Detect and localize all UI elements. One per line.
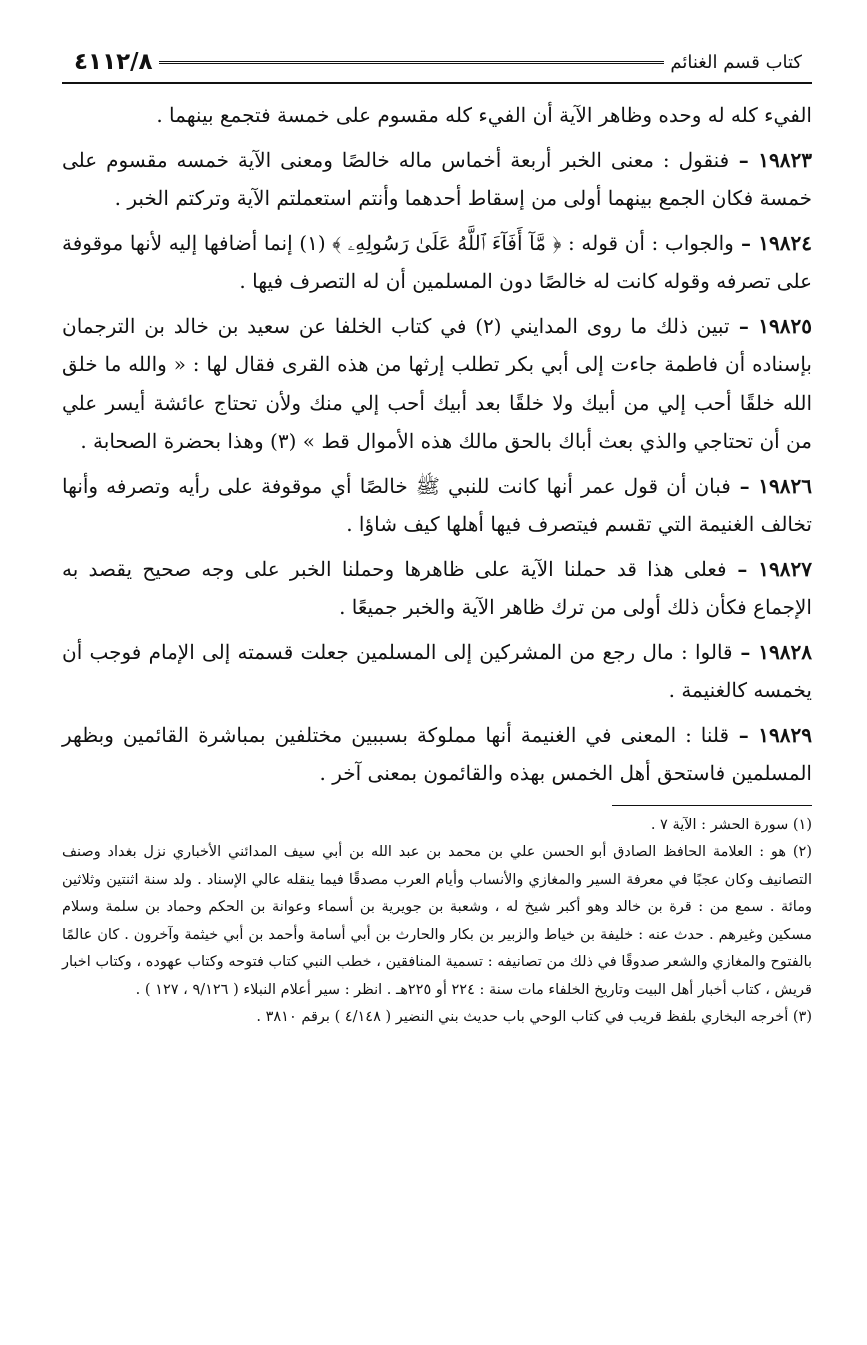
paragraph [62, 224, 812, 301]
paragraph [62, 550, 812, 627]
page-number: ٤١١٢/٨ [74, 49, 153, 75]
paragraph-number: ١٩٨٢٣ – [729, 147, 812, 172]
paragraph [62, 96, 812, 135]
footnote: (١) سورة الحشر : الآية ٧ . [650, 816, 812, 833]
paragraph [62, 307, 812, 461]
paragraph-text: تبين ذلك ما روى المدايني (٢) في كتاب الخلفا عن سعيد بن خالد بن الترجمان بإسناده أن فاطمة جاءت إلى أبي بكر تطلب إرثها من هذه القرى فقال لها : « والله ما خلق الله خلقًا أحب إلي من أبيك ولا خلقًا بعد أبيك أحب إلي منك ولأن تحتاج عائشة أيسر علي من أن تحتاجي والذي بعث أباك بالحق مالك هذه الأموال قط » (٣) وهذا بحضرة الصحابة . [62, 313, 812, 453]
paragraph-text: فنقول : معنى الخبر أربعة أخماس ماله خالصًا ومعنى الآية خمسه مقسوم على خمسة فكان الجمع بينهما أولى من إسقاط أحدهما وأنتم استعملتم الآية وتركتم الخبر . [62, 147, 812, 210]
paragraph-number: ١٩٨٢٩ – [729, 722, 812, 747]
footnote: (٢) هو : العلامة الحافظ الصادق أبو الحسن علي بن محمد بن عبد الله بن أبي سيف المدائني الأخباري نزل بغداد وصنف التصانيف وكان عجبًا في معرفة السير والمغازي والأنساب وأيام العرب مصدقًا فيما ينقله عالي الإسناد . ولد سنة اثنتين وثلاثين ومائة . سمع من : قرة بن خالد وهو أكبر شيخ له ، وشعبة بن جويرية بن أسماء وعوانة بن الحكم وحماد بن سلمة وسلام مسكين وغيرهم . حدث عنه : خليفة بن خياط والزبير بن بكار والحارث بن أبي أسامة وأحمد بن أبي خيثمة وآخرون . كان عالمًا بالفتوح والمغازي والشعر صدوقًا في ذلك من تصانيفه : تسمية المنافقين ، خطب النبي كتاب فتوحه وكتاب عهوده ، وكتاب اخبار قريش ، كتاب أخبار أهل البيت وتاريخ الخلفاء مات سنة : ٢٢٤ أو ٢٢٥هـ . انظر : سير أعلام النبلاء ( ٩/١٢٦ ، ١٢٧ ) . [62, 844, 812, 998]
paragraph [62, 141, 812, 218]
paragraph-text: والجواب : أن قوله : ﴿ مَّآ أَفَآءَ ٱللَّهُ عَلَىٰ رَسُولِهِۦ ﴾ (١) إنما أضافها إليه لأنها موقوفة على تصرفه وقوله كانت له خالصًا دون المسلمين أن له التصرف فيها . [62, 230, 812, 293]
paragraph-text: فعلى هذا قد حملنا الآية على ظاهرها وحملنا الخبر على وجه صحيح يقصد به الإجماع فكأن ذلك أولى من ترك ظاهر الآية والخبر جميعًا . [62, 556, 812, 619]
paragraph-text: الفيء كله له وحده وظاهر الآية أن الفيء كله مقسوم على خمسة فتجمع بينهما . [156, 103, 812, 127]
paragraph-number: ١٩٨٢٥ – [729, 313, 812, 338]
paragraph [62, 633, 812, 710]
paragraph-text: قلنا : المعنى في الغنيمة أنها مملوكة بسببين مختلفين بمباشرة القائمين وبظهر المسلمين فاستحق أهل الخمس بهذه والقائمون بمعنى آخر . [62, 722, 812, 785]
paragraph-number: ١٩٨٢٦ – [730, 473, 812, 498]
paragraph-text: قالوا : مال رجع من المشركين إلى المسلمين جعلت قسمته إلى الإمام فوجب أن يخمسه كالغنيمة . [62, 639, 812, 702]
paragraph [62, 467, 812, 544]
paragraph-number: ١٩٨٢٧ – [726, 556, 812, 581]
paragraph [62, 716, 812, 793]
page-header [62, 42, 812, 84]
paragraph-text: فبان أن قول عمر أنها كانت للنبي ﷺ خالصًا أي موقوفة على رأيه وتصرفه وأنها تخالف الغنيمة التي تقسم فيتصرف فيها أهلها كيف شاؤا . [62, 473, 812, 536]
paragraph-number: ١٩٨٢٨ – [732, 639, 812, 664]
footnote-separator [612, 805, 812, 806]
main-text [62, 96, 812, 793]
book-page [62, 42, 812, 1032]
running-title: كتاب قسم الغنائم [670, 51, 802, 73]
footnote: (٣) أخرجه البخاري بلفظ قريب في كتاب الوحي باب حديث بني النضير ( ٤/١٤٨ ) برقم ٣٨١٠ . [256, 1009, 812, 1025]
footnotes [62, 812, 812, 1032]
header-rule [159, 61, 665, 64]
paragraph-number: ١٩٨٢٤ – [733, 230, 812, 255]
